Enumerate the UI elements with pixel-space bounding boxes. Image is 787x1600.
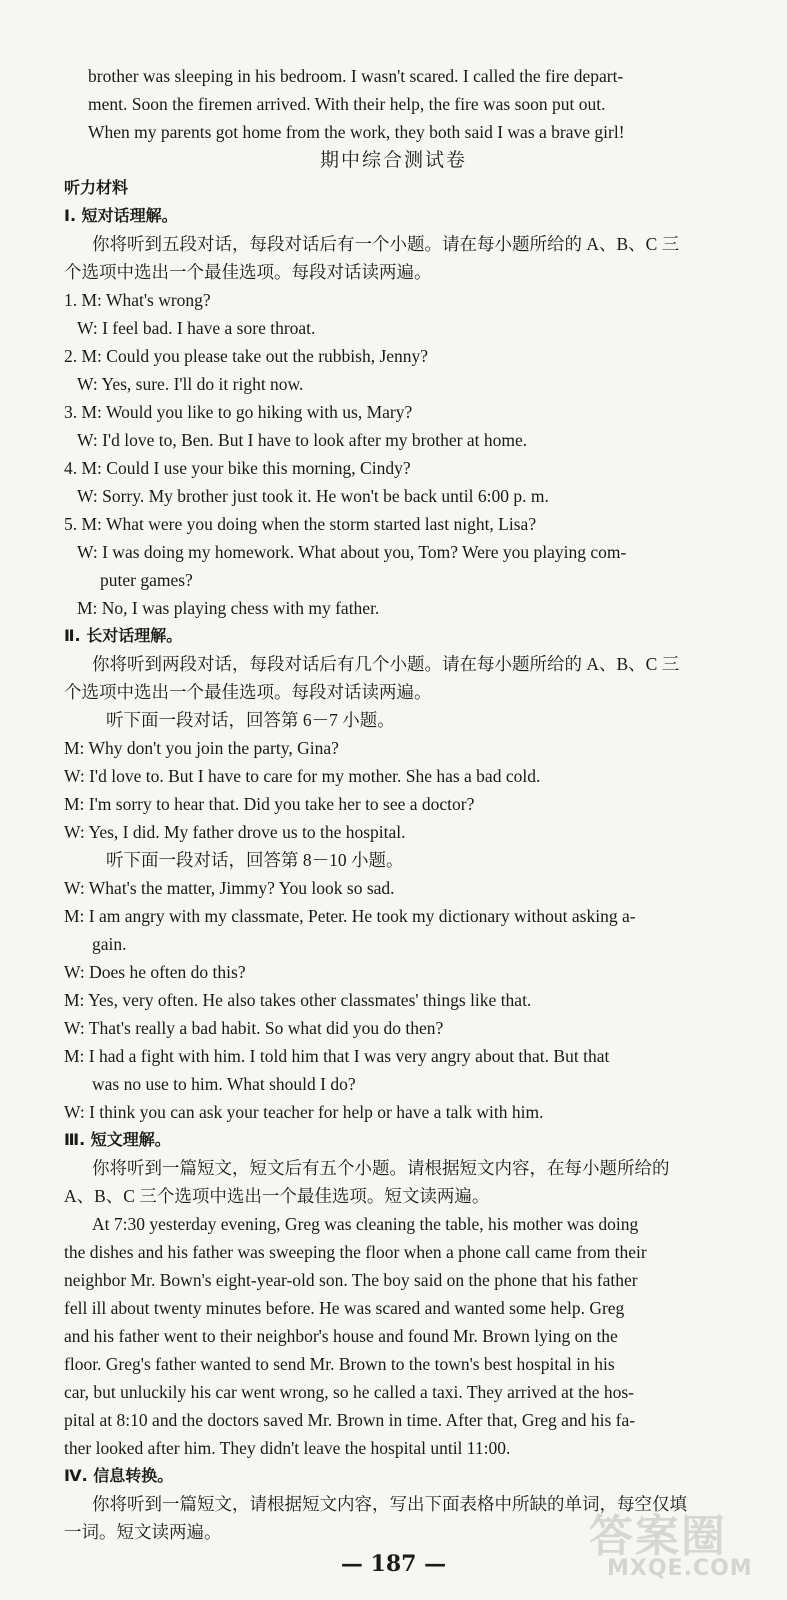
dialog-line: W: That's really a bad habit. So what did you do then? [64, 1018, 444, 1038]
passage-line: At 7:30 yesterday evening, Greg was cleaning the table, his mother was doing [92, 1214, 639, 1234]
passage-line: ther looked after him. They didn't leave the hospital until 11:00. [64, 1438, 511, 1458]
dialog-line: M: I am angry with my classmate, Peter. He took my dictionary without asking a- [64, 906, 636, 926]
page-title: 期中综合测试卷 [319, 149, 467, 171]
dialog-line: was no use to him. What should I do? [92, 1074, 356, 1094]
dialog-line: 3. M: Would you like to go hiking with us, Mary? [64, 402, 413, 422]
passage-line: car, but unluckily his car went wrong, so he called a taxi. They arrived at the hos- [64, 1382, 634, 1402]
passage-line: the dishes and his father was sweeping the floor when a phone call came from their [64, 1242, 647, 1262]
listening-label: 听力材料 [64, 178, 129, 197]
dialog-line: M: Yes, very often. He also takes other classmates' things like that. [64, 990, 532, 1010]
intro-line: When my parents got home from the work, they both said I was a brave girl! [88, 122, 625, 142]
sub-instruction: 听下面一段对话，回答第 6－7 小题。 [106, 710, 395, 730]
dialog-line: W: Does he often do this? [64, 962, 246, 982]
watermark-logo [569, 1500, 769, 1586]
dialog-line: W: What's the matter, Jimmy? You look so sad. [64, 878, 395, 898]
dialog-line: W: I'd love to, Ben. But I have to look after my brother at home. [77, 430, 528, 450]
passage-line: neighbor Mr. Bown's eight-year-old son. The boy said on the phone that his father [64, 1270, 638, 1290]
dialog-line: M: Why don't you join the party, Gina? [64, 738, 339, 758]
dialog-line: W: I'd love to. But I have to care for my mother. She has a bad cold. [64, 766, 541, 786]
page-number: — 187 — [340, 1551, 447, 1577]
passage-line: pital at 8:10 and the doctors saved Mr. Brown in time. After that, Greg and his fa- [64, 1410, 636, 1430]
instruction-line: 你将听到两段对话，每段对话后有几个小题。请在每小题所给的 A、B、C 三 [92, 654, 680, 674]
intro-line: brother was sleeping in his bedroom. I wasn't scared. I called the fire depart- [88, 66, 624, 86]
passage-line: floor. Greg's father wanted to send Mr. Brown to the town's best hospital in his [64, 1354, 615, 1374]
dialog-line: 5. M: What were you doing when the storm started last night, Lisa? [64, 514, 537, 534]
dialog-line: gain. [92, 934, 127, 954]
dialog-line: 1. M: What's wrong? [64, 290, 211, 310]
instruction-line: 个选项中选出一个最佳选项。每段对话读两遍。 [64, 262, 432, 282]
watermark-text: 答案圈 [589, 1511, 727, 1562]
instruction-line: 一词。短文读两遍。 [64, 1522, 222, 1542]
dialog-line: W: Sorry. My brother just took it. He won't be back until 6:00 p. m. [77, 486, 549, 506]
instruction-line: 你将听到一篇短文，短文后有五个小题。请根据短文内容，在每小题所给的 [92, 1158, 670, 1178]
dialog-line: M: I had a fight with him. I told him that I was very angry about that. But that [64, 1046, 610, 1066]
dialog-line: 2. M: Could you please take out the rubbish, Jenny? [64, 346, 429, 366]
passage-line: fell ill about twenty minutes before. He was scared and wanted some help. Greg [64, 1298, 625, 1318]
dialog-line: W: I feel bad. I have a sore throat. [77, 318, 316, 338]
section-heading: Ⅱ. 长对话理解。 [64, 626, 183, 645]
intro-line: ment. Soon the firemen arrived. With their help, the fire was soon put out. [88, 94, 606, 114]
dialog-line: puter games? [100, 570, 193, 590]
dialog-line: W: Yes, I did. My father drove us to the hospital. [64, 822, 406, 842]
instruction-line: 你将听到一篇短文，请根据短文内容，写出下面表格中所缺的单词，每空仅填 [92, 1494, 687, 1514]
sub-instruction: 听下面一段对话，回答第 8－10 小题。 [106, 850, 404, 870]
dialog-line: 4. M: Could I use your bike this morning, Cindy? [64, 458, 411, 478]
passage-line: and his father went to their neighbor's house and found Mr. Brown lying on the [64, 1326, 618, 1346]
dialog-line: M: No, I was playing chess with my father. [77, 598, 380, 618]
instruction-line: 你将听到五段对话，每段对话后有一个小题。请在每小题所给的 A、B、C 三 [92, 234, 680, 254]
dialog-line: M: I'm sorry to hear that. Did you take her to see a doctor? [64, 794, 475, 814]
watermark-url: MXQE.COM [607, 1556, 753, 1581]
section-heading: Ⅰ. 短对话理解。 [64, 206, 178, 225]
section-heading: Ⅲ. 短文理解。 [64, 1130, 171, 1149]
instruction-line: A、B、C 三个选项中选出一个最佳选项。短文读两遍。 [64, 1186, 490, 1206]
section-heading: Ⅳ. 信息转换。 [64, 1466, 174, 1485]
dialog-line: W: I was doing my homework. What about you, Tom? Were you playing com- [77, 542, 627, 562]
dialog-line: W: I think you can ask your teacher for help or have a talk with him. [64, 1102, 544, 1122]
instruction-line: 个选项中选出一个最佳选项。每段对话读两遍。 [64, 682, 432, 702]
dialog-line: W: Yes, sure. I'll do it right now. [77, 374, 304, 394]
